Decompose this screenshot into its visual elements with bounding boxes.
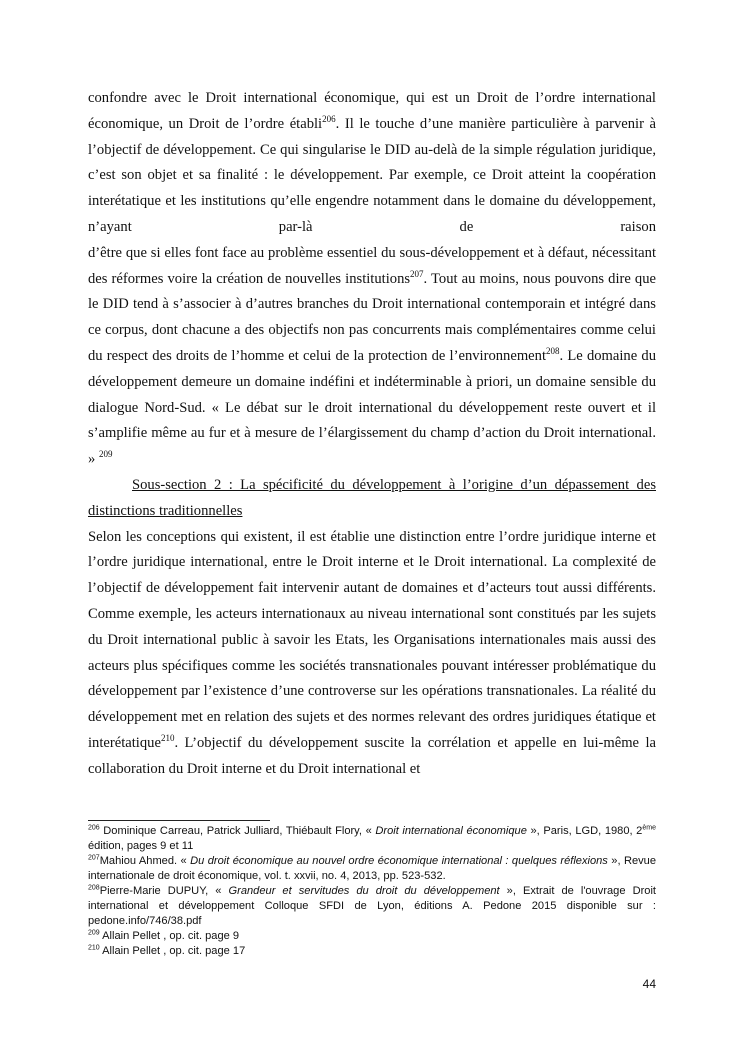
paragraph-1-part-1: confondre avec le Droit international économique, qui est un Droit de l’ordre international économique, un Droit de l’ordre établi$^{206}$. Il le touche d’une manière particulière à parvenir à l’objectif de développement. Ce qui singularise le DID au-delà de la simple régulation juridique, c’est son objet et sa finalité : le développement. Par exemple, ce Droit atteint la coopération interétatique et les institutions qu’elle engendre notamment dans le domaine du développement, n’ayant par-là de raison [88, 90, 656, 235]
section-heading: Sous-section 2 : La spécificité du développement à l’origine d’un dépassement des distinctions traditionnelles [88, 476, 656, 519]
footnote-ref-210: 210 [160, 733, 175, 744]
footnote-206: $^{206}$ Dominique Carreau, Patrick Julliard, Thiébault Flory, « Droit international économique », Paris, LGD, 1980, 2ème édition, pages 9 et 11 [88, 824, 656, 852]
footnote-208: $^{208}$Pierre-Marie DUPUY, « Grandeur et servitudes du droit du développement », Extrait de l'ouvrage Droit international et développement Colloque SFDI de Lyon, éditions A. Pedone 2015 disponible sur : pedone.info/746/38.pdf [88, 884, 656, 927]
footnote-207: $^{207}$Mahiou Ahmed. « Du droit économique au nouvel ordre économique international : quelques réflexions », Revue internationale de droit économique, vol. t. xxvii, no. 4, 2013, pp. 523-532. [88, 854, 657, 882]
footnote-209: $^{209}$ Allain Pellet , op. cit. page 9 [88, 929, 240, 942]
footnote-ref-207: 207 [410, 268, 424, 279]
footnote-ref-208: 208 [546, 346, 560, 357]
footnote-separator [88, 820, 270, 821]
footnotes [88, 824, 656, 959]
paragraph-1-part-2: d’être que si elles font face au problème essentiel du sous-développement et à défaut, nécessitant des réformes voire la création de nouvelles institutions$^{207}$. Tout au moins, nous pouvons dire que le DID tend à s’associer à d’autres branches du Droit international contemporain et intégré dans ce corpus, dont chacune a des objectifs non pas concurrents mais complémentaires comme celui du respect des droits de l’homme et celui de la protection de l’environnement$^{208}$. Le domaine du développement demeure un domaine indéfini et indéterminable à priori, un domaine sensible du dialogue Nord-Sud. « Le débat sur le droit international du développement reste ouvert et il s’amplifie même au fur et à mesure de l’élargissement du champ d’action du Droit international. » $^{209}$ [88, 244, 657, 468]
paragraph-2: Selon les conceptions qui existent, il est établie une distinction entre l’ordre juridique interne et l’ordre juridique international, entre le Droit interne et le Droit international. La complexité de l’objectif de développement fait intervenir autant de domaines et d’acteurs tout aussi différents. Comme exemple, les acteurs internationaux au niveau international sont constitués par les sujets du Droit international public à savoir les Etats, les Organisations internationales mais aussi des acteurs plus spécifiques comme les sociétés transnationales pouvant intéresser problématique du développement par l’existence d’une controverse sur les opérations transnationales. La réalité du développement met en relation des sujets et des normes relevant des ordres juridiques étatique et interétatique$^{210}$. L’objectif du développement suscite la corrélation et appelle en lui-même la collaboration du Droit interne et du Droit international et [88, 528, 656, 777]
body-text [88, 86, 656, 783]
footnote-210: $^{210}$ Allain Pellet , op. cit. page 17 [88, 944, 246, 957]
footnote-ref-206: 206 [322, 113, 336, 124]
page-number: 44 [642, 977, 656, 991]
footnote-ref-209: 209 [98, 449, 113, 460]
